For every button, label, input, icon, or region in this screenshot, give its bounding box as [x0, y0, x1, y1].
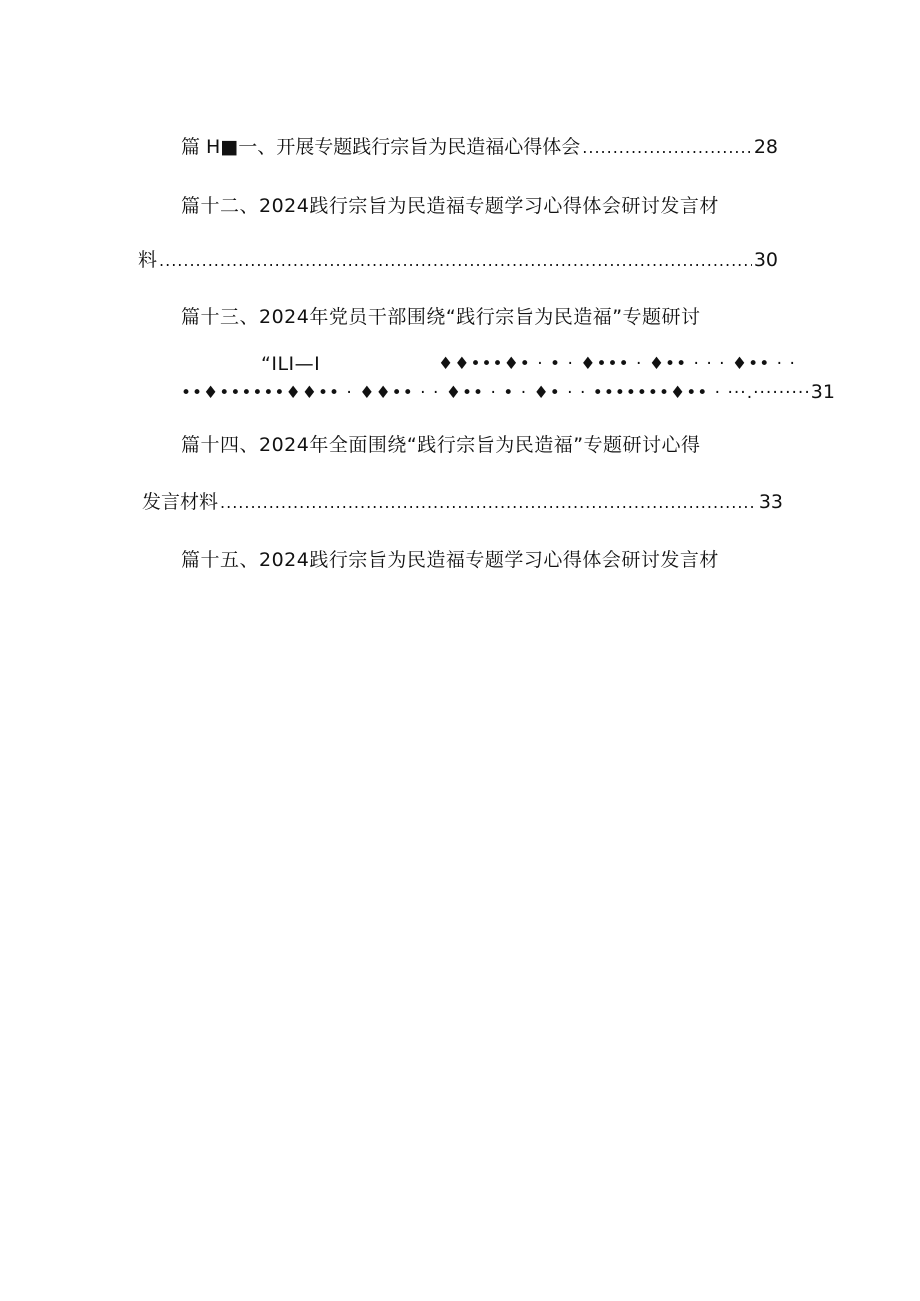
- toc-entry-11-title: 篇 H■一、开展专题践行宗旨为民造福心得体会: [181, 136, 581, 158]
- toc-entry-13-line1[interactable]: 篇十三、2024年党员干部围绕“践行宗旨为民造福”专题研讨: [181, 306, 701, 328]
- toc-entry-13-garbled-dots: ••♦••••••♦♦•• · ♦♦•• · · ♦•• · • · ♦• · · •••••••♦•• · ···.·········: [181, 383, 811, 403]
- toc-entry-13-garbled-left: “ILI—I: [261, 353, 321, 375]
- toc-entry-13-garbled-right: ♦♦•••♦• · • · ♦••• · ♦•• · · · ♦•• · ·: [438, 354, 796, 374]
- toc-entry-13-line3[interactable]: [181, 380, 835, 405]
- toc-entry-13-page: 31: [810, 381, 835, 403]
- toc-leader-dots: [220, 491, 757, 515]
- toc-entry-14-line2[interactable]: [142, 490, 783, 515]
- toc-leader-dots: [159, 249, 752, 273]
- toc-entry-12-page: 30: [753, 249, 778, 271]
- toc-entry-14-line1[interactable]: 篇十四、2024年全面围绕“践行宗旨为民造福”专题研讨心得: [181, 434, 701, 456]
- toc-entry-12-line2[interactable]: [138, 248, 778, 273]
- toc-entry-12-line1[interactable]: 篇十二、2024践行宗旨为民造福专题学习心得体会研讨发言材: [181, 195, 719, 217]
- toc-entry-14-page: 33: [758, 491, 783, 513]
- toc-entry-11[interactable]: [181, 135, 778, 160]
- toc-entry-11-page: 28: [753, 136, 778, 158]
- toc-entry-12-continued: 料: [138, 249, 158, 271]
- toc-entry-15-line1[interactable]: 篇十五、2024践行宗旨为民造福专题学习心得体会研讨发言材: [181, 549, 719, 571]
- toc-entry-14-continued: 发言材料: [142, 491, 219, 513]
- toc-leader-dots: [582, 136, 752, 160]
